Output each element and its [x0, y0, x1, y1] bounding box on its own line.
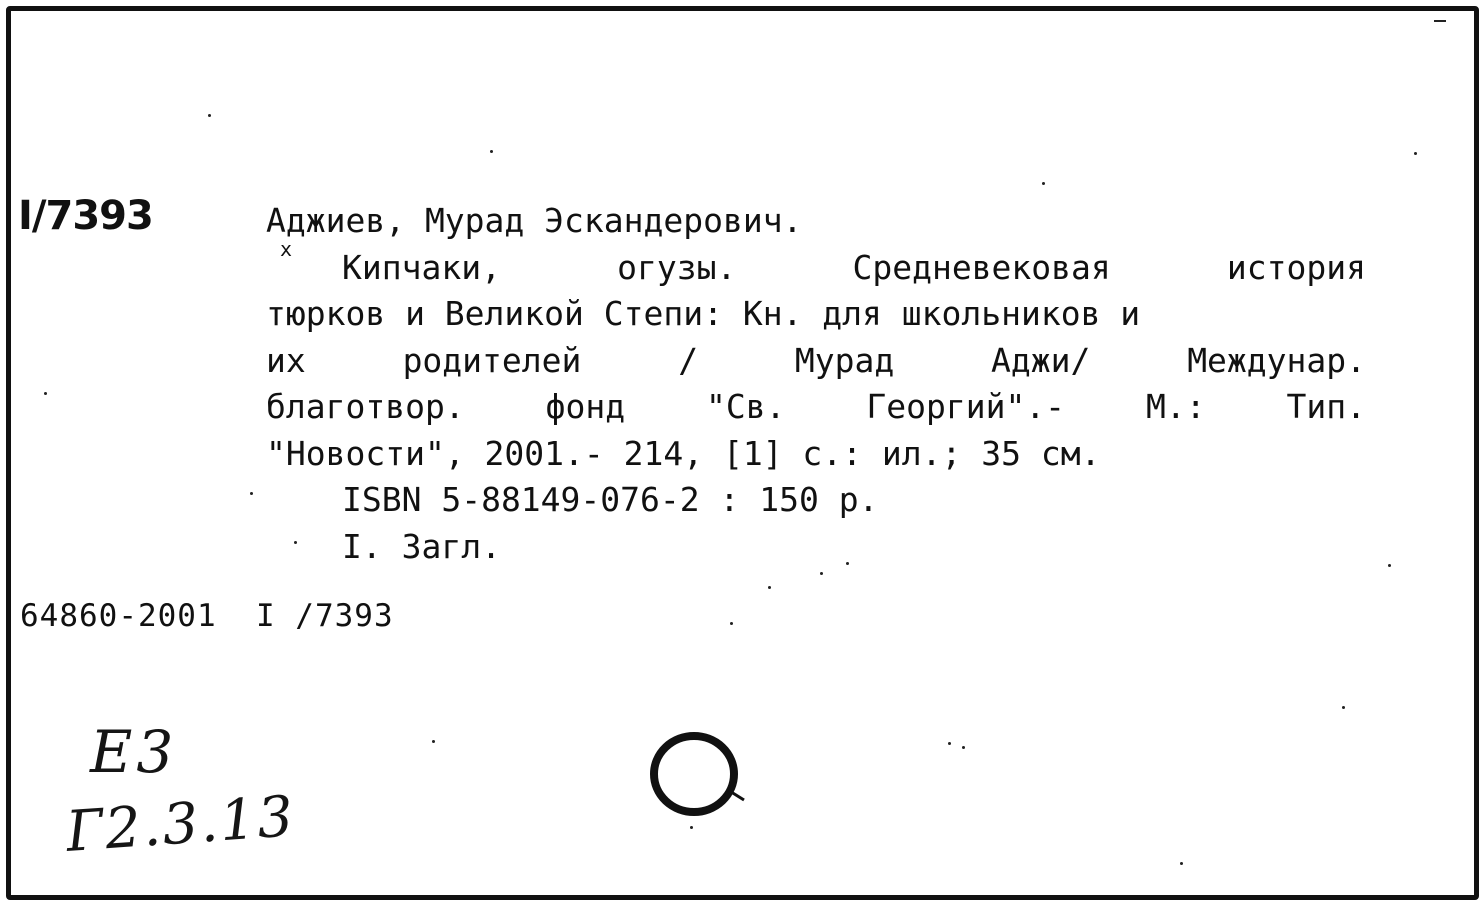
title-line-3	[266, 338, 1366, 385]
added-entry: I. Загл.	[342, 526, 501, 566]
title-word: родителей	[402, 340, 582, 380]
title-line-4	[266, 384, 1366, 431]
title-word: огузы.	[617, 247, 737, 287]
title-word: Кипчаки,	[342, 247, 501, 287]
handwritten-mark: x	[280, 236, 293, 261]
bibliographic-entry	[266, 198, 1366, 570]
shelf-mark: I/7393	[18, 193, 153, 239]
title-line-5: "Новости", 2001.- 214, [1] с.: ил.; 35 см.	[266, 433, 1101, 473]
title-word: Средневековая	[852, 247, 1111, 287]
title-word: фонд	[545, 387, 626, 426]
handwritten-note-2: Г2.3.13	[64, 784, 298, 865]
accession-number: 64860-2001 I /7393	[20, 598, 394, 634]
title-word: Мурад	[794, 340, 895, 380]
title-word: Междунар.	[1187, 340, 1366, 380]
handwritten-note-1: Е3	[90, 718, 178, 786]
isbn-line: ISBN 5-88149-076-2 : 150 р.	[342, 480, 879, 519]
title-word: /	[678, 340, 699, 380]
title-word: история	[1226, 247, 1366, 287]
title-word: благотвор.	[266, 387, 465, 426]
title-word: Тип.	[1286, 387, 1366, 426]
title-line-1	[266, 236, 1366, 292]
title-word: Георгий".-	[866, 387, 1066, 426]
author-heading: Аджиев, Мурад Эскандерович.	[266, 201, 803, 240]
title-word: Аджи/	[991, 340, 1091, 380]
title-line-2: тюрков и Великой Степи: Кн. для школьников и	[266, 294, 1141, 333]
title-word: М.:	[1145, 387, 1206, 426]
title-word: "Св.	[705, 387, 786, 426]
title-word: их	[266, 340, 306, 380]
punch-hole-icon	[644, 728, 754, 824]
